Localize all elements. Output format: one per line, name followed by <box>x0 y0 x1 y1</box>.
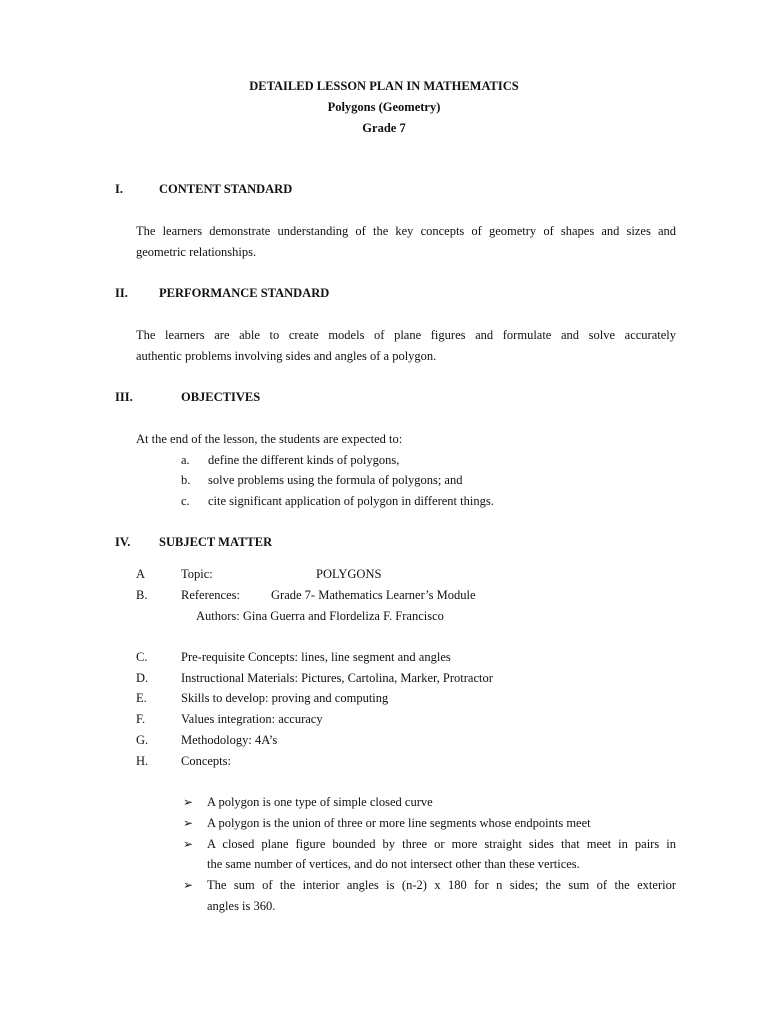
content-standard-line-1: The learners demonstrate understanding of the key concepts of geometry of shapes and sizes and <box>136 224 676 238</box>
topic-label: Topic: <box>181 567 213 581</box>
concept-text-continued: the same number of vertices, and do not intersect other than these vertices. <box>207 857 580 871</box>
performance-standard-line-2: authentic problems involving sides and angles of a polygon. <box>136 349 437 363</box>
section-heading-subject-matter: SUBJECT MATTER <box>159 535 273 549</box>
concept-text: A polygon is the union of three or more line segments whose endpoints meet <box>207 816 591 830</box>
concept-text: A closed plane figure bounded by three or more straight sides that meet in pairs in <box>207 837 676 851</box>
objective-text: cite significant application of polygon in different things. <box>208 494 494 508</box>
document-title: DETAILED LESSON PLAN IN MATHEMATICS <box>249 79 519 93</box>
section-heading-performance-standard: PERFORMANCE STANDARD <box>159 286 330 300</box>
topic-value: POLYGONS <box>316 567 382 581</box>
subject-item-letter: B. <box>136 588 148 602</box>
subject-item-letter: D. <box>136 671 149 685</box>
performance-standard-line-1: The learners are able to create models of plane figures and formulate and solve accurately <box>136 328 676 342</box>
concept-text: The sum of the interior angles is (n-2) x 180 for n sides; the sum of the exterior <box>207 878 676 892</box>
objectives-intro: At the end of the lesson, the students are expected to: <box>136 432 403 446</box>
subject-item-letter: G. <box>136 733 149 747</box>
subject-item-text: Concepts: <box>181 754 231 768</box>
references-value: Grade 7- Mathematics Learner’s Module <box>271 588 476 602</box>
objective-letter: b. <box>181 473 191 487</box>
subject-item-letter: E. <box>136 691 147 705</box>
section-numeral-iii: III. <box>115 390 133 404</box>
section-numeral-i: I. <box>115 182 123 196</box>
subject-item-text: Skills to develop: proving and computing <box>181 691 389 705</box>
references-authors: Authors: Gina Guerra and Flordeliza F. Francisco <box>196 609 444 623</box>
arrow-bullet-icon: ➢ <box>183 837 194 851</box>
content-standard-line-2: geometric relationships. <box>136 245 257 259</box>
subject-item-text: Instructional Materials: Pictures, Cartolina, Marker, Protractor <box>181 671 493 685</box>
concept-text: A polygon is one type of simple closed curve <box>207 795 433 809</box>
objective-letter: c. <box>181 494 190 508</box>
subject-item-letter: A <box>136 567 146 581</box>
references-label: References: <box>181 588 240 602</box>
section-numeral-ii: II. <box>115 286 128 300</box>
grade-label: Grade 7 <box>362 121 406 135</box>
objective-text: define the different kinds of polygons, <box>208 453 400 467</box>
subject-item-text: Methodology: 4A’s <box>181 733 278 747</box>
section-heading-objectives: OBJECTIVES <box>181 390 261 404</box>
subject-item-text: Values integration: accuracy <box>181 712 323 726</box>
document-subtitle: Polygons (Geometry) <box>327 100 441 114</box>
arrow-bullet-icon: ➢ <box>183 816 194 830</box>
subject-item-text: Pre-requisite Concepts: lines, line segment and angles <box>181 650 451 664</box>
subject-item-letter: F. <box>136 712 146 726</box>
objective-letter: a. <box>181 453 190 467</box>
section-heading-content-standard: CONTENT STANDARD <box>159 182 293 196</box>
arrow-bullet-icon: ➢ <box>183 878 194 892</box>
objective-text: solve problems using the formula of polygons; and <box>208 473 463 487</box>
subject-item-letter: C. <box>136 650 148 664</box>
arrow-bullet-icon: ➢ <box>183 795 194 809</box>
subject-item-letter: H. <box>136 754 149 768</box>
concept-text-continued: angles is 360. <box>207 899 276 913</box>
section-numeral-iv: IV. <box>115 535 131 549</box>
